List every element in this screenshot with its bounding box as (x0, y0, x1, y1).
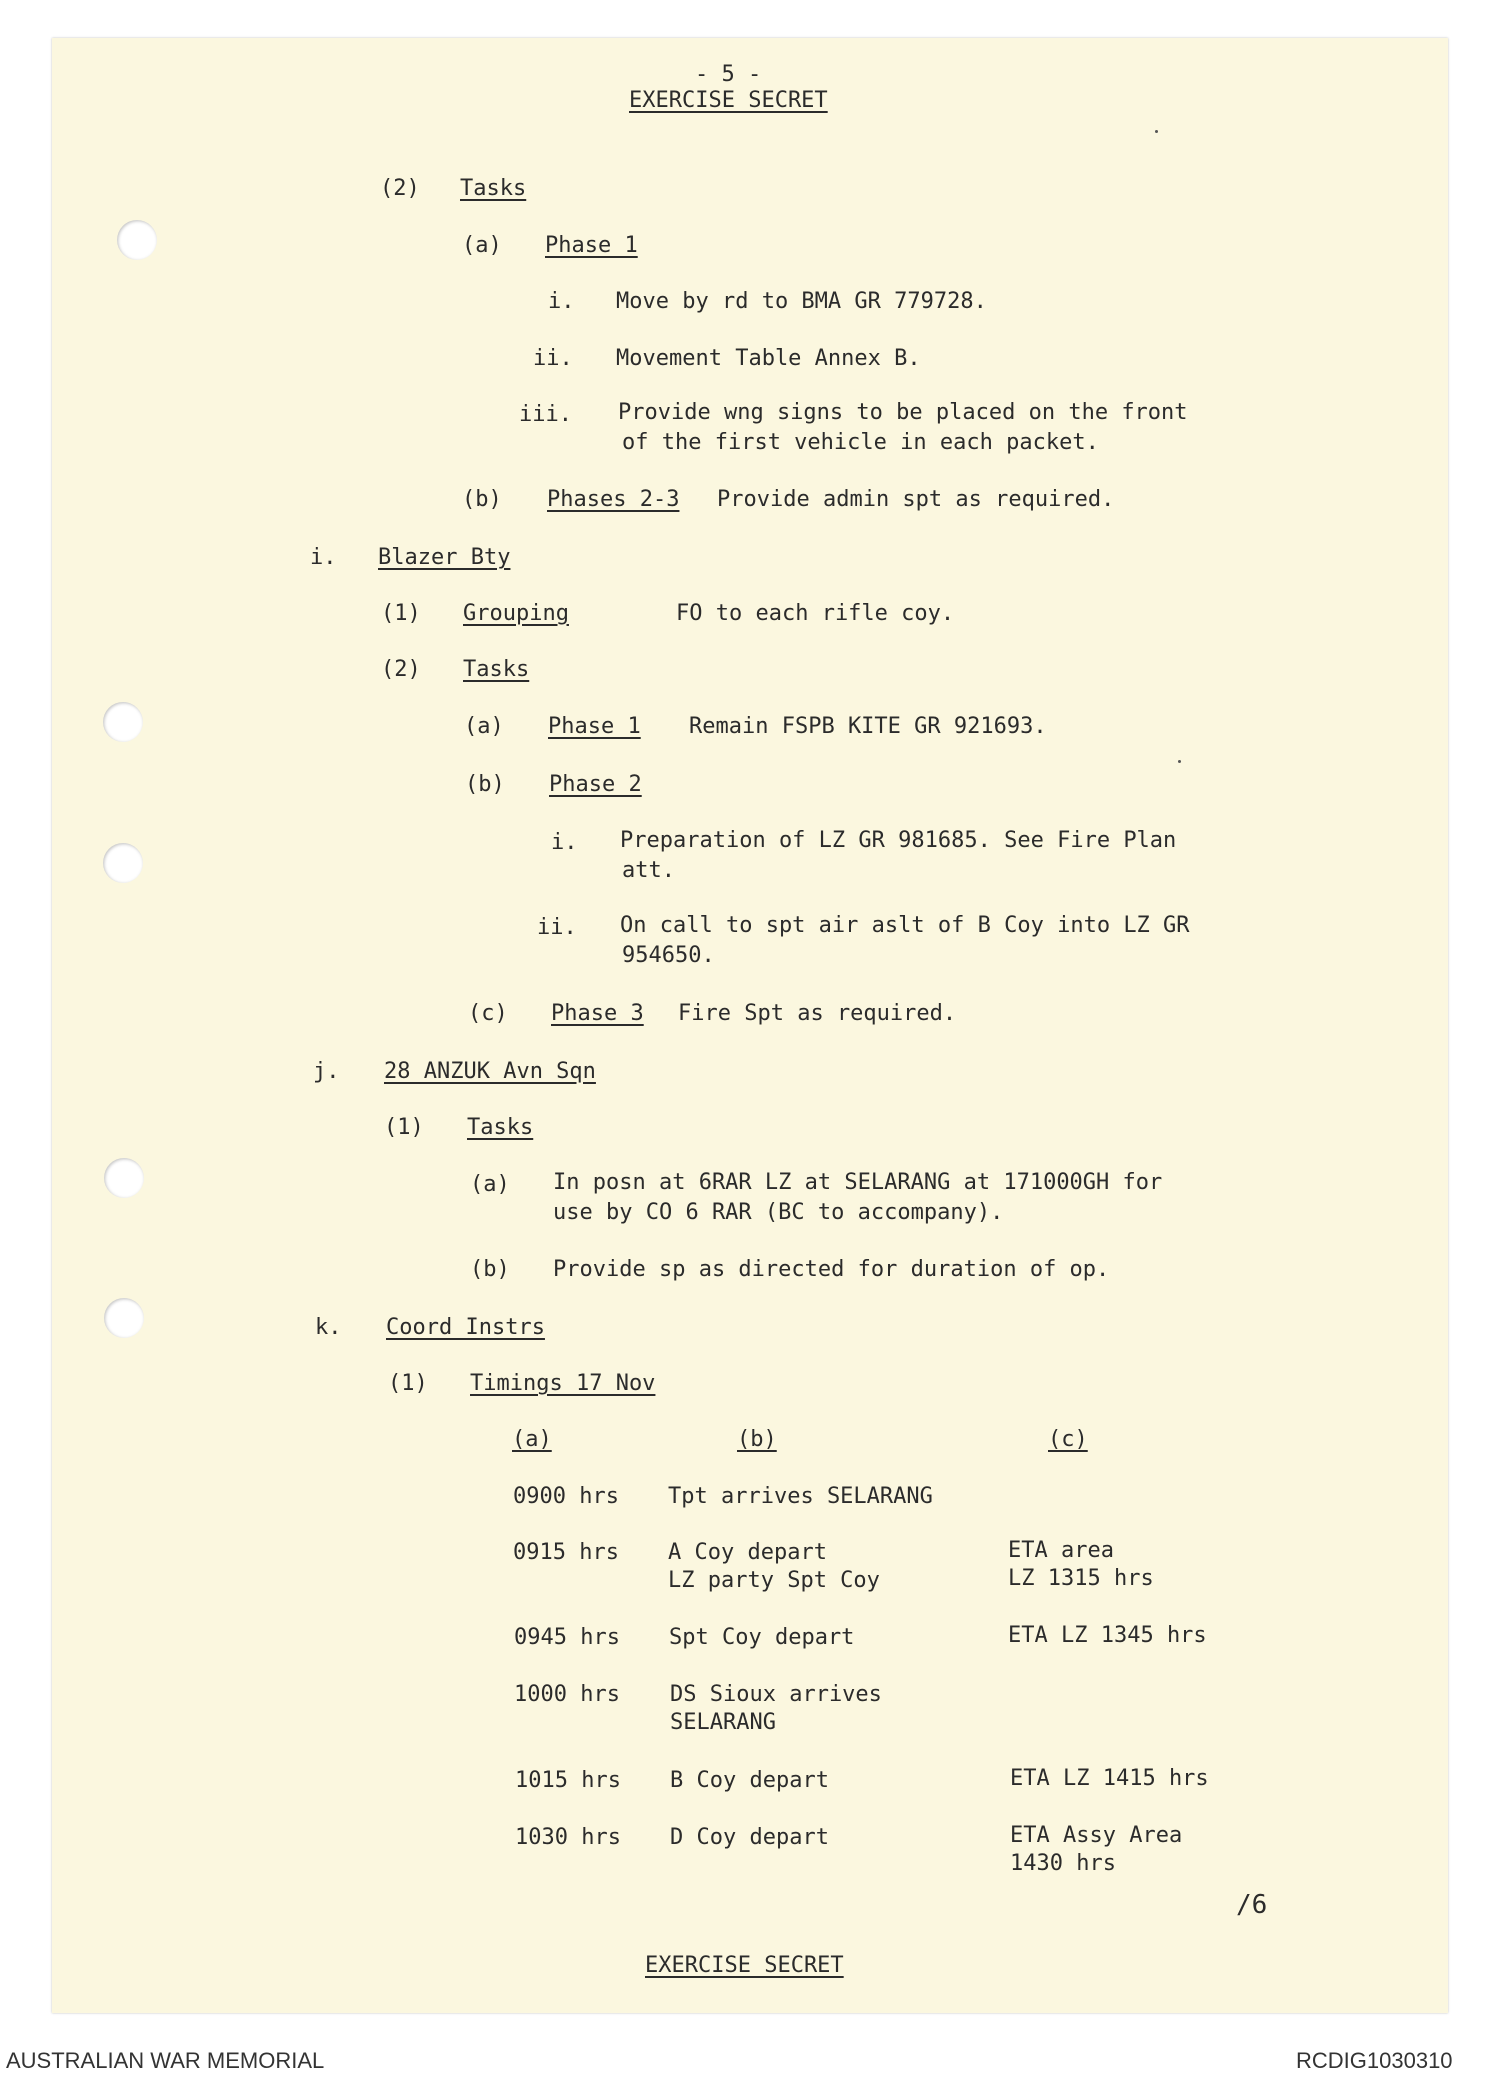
item-number: (b) (470, 1257, 510, 1282)
timing-eta: LZ 1315 hrs (1008, 1566, 1154, 1591)
heading-avn-sqn: 28 ANZUK Avn Sqn (384, 1059, 596, 1084)
item-number: iii. (519, 402, 572, 427)
timing-event: Tpt arrives SELARANG (668, 1484, 933, 1509)
item-number: (a) (464, 714, 504, 739)
timing-event: D Coy depart (670, 1825, 829, 1850)
heading-phase-1: Phase 1 (548, 714, 641, 739)
heading-timings: Timings 17 Nov (470, 1371, 656, 1396)
timing-time: 0915 hrs (513, 1540, 619, 1565)
timing-event: SELARANG (670, 1710, 776, 1735)
task-text: Provide wng signs to be placed on the front (618, 400, 1188, 425)
punch-hole (104, 1298, 144, 1338)
task-text: use by CO 6 RAR (BC to accompany). (553, 1200, 1004, 1225)
item-number: i. (551, 830, 578, 855)
timing-event: DS Sioux arrives (670, 1682, 882, 1707)
timing-eta: ETA LZ 1415 hrs (1010, 1766, 1209, 1791)
timing-event: A Coy depart (668, 1540, 827, 1565)
item-number: (2) (381, 657, 421, 682)
page-number: - 5 - (695, 62, 762, 87)
heading-grouping: Grouping (463, 601, 569, 626)
column-header-c: (c) (1048, 1427, 1088, 1452)
timing-event: Spt Coy depart (669, 1625, 855, 1650)
timing-eta: 1430 hrs (1010, 1851, 1116, 1876)
task-text: FO to each rifle coy. (676, 601, 955, 626)
task-text: of the first vehicle in each packet. (622, 430, 1099, 455)
task-text: 954650. (622, 943, 715, 968)
timing-time: 1030 hrs (515, 1825, 621, 1850)
archive-caption: AUSTRALIAN WAR MEMORIAL (6, 2048, 325, 2073)
task-text: Move by rd to BMA GR 779728. (616, 289, 987, 314)
timing-eta: ETA LZ 1345 hrs (1008, 1623, 1207, 1648)
item-number: (b) (462, 487, 502, 512)
heading-phase-1: Phase 1 (545, 233, 638, 258)
item-number: (a) (462, 233, 502, 258)
timing-time: 1000 hrs (514, 1682, 620, 1707)
item-number: k. (315, 1315, 342, 1340)
column-header-b: (b) (737, 1427, 777, 1452)
item-number: ii. (537, 915, 577, 940)
task-text: Provide sp as directed for duration of op. (553, 1257, 1110, 1282)
classification-footer: EXERCISE SECRET (645, 1953, 844, 1978)
punch-hole (103, 843, 143, 883)
item-number: (1) (384, 1115, 424, 1140)
heading-tasks: Tasks (467, 1115, 534, 1140)
timing-event: LZ party Spt Coy (668, 1568, 880, 1593)
item-number: (a) (470, 1172, 510, 1197)
continuation-marker: /6 (1236, 1890, 1268, 1920)
heading-phases-2-3: Phases 2-3 (547, 487, 680, 512)
heading-phase-2: Phase 2 (549, 772, 642, 797)
timing-eta: ETA area (1008, 1538, 1114, 1563)
punch-hole (117, 220, 157, 260)
heading-blazer-bty: Blazer Bty (378, 545, 511, 570)
timing-time: 0900 hrs (513, 1484, 619, 1509)
item-number: (1) (388, 1371, 428, 1396)
item-number: (b) (465, 772, 505, 797)
task-text: On call to spt air aslt of B Coy into LZ GR (620, 913, 1190, 938)
timing-event: B Coy depart (670, 1768, 829, 1793)
item-number: j. (313, 1059, 340, 1084)
task-text: Movement Table Annex B. (616, 346, 921, 371)
task-text: Preparation of LZ GR 981685. See Fire Plan (620, 828, 1177, 853)
timing-time: 0945 hrs (514, 1625, 620, 1650)
punch-hole (104, 1158, 144, 1198)
item-number: (2) (380, 176, 420, 201)
classification-header: EXERCISE SECRET (629, 88, 828, 113)
item-number: i. (310, 545, 337, 570)
archive-id: RCDIG1030310 (1296, 2048, 1453, 2073)
heading-coord-instrs: Coord Instrs (386, 1315, 545, 1340)
heading-phase-3: Phase 3 (551, 1001, 644, 1026)
item-number: i. (548, 289, 575, 314)
heading-tasks: Tasks (463, 657, 530, 682)
task-text: Remain FSPB KITE GR 921693. (689, 714, 1047, 739)
task-text: Fire Spt as required. (678, 1001, 957, 1026)
punch-hole (103, 702, 143, 742)
task-text: att. (622, 858, 675, 883)
item-number: (1) (381, 601, 421, 626)
item-number: (c) (468, 1001, 508, 1026)
item-number: ii. (533, 346, 573, 371)
timing-eta: ETA Assy Area (1010, 1823, 1183, 1848)
task-text: Provide admin spt as required. (717, 487, 1115, 512)
column-header-a: (a) (512, 1427, 552, 1452)
heading-tasks: Tasks (460, 176, 527, 201)
task-text: In posn at 6RAR LZ at SELARANG at 171000GH for (553, 1170, 1163, 1195)
timing-time: 1015 hrs (515, 1768, 621, 1793)
